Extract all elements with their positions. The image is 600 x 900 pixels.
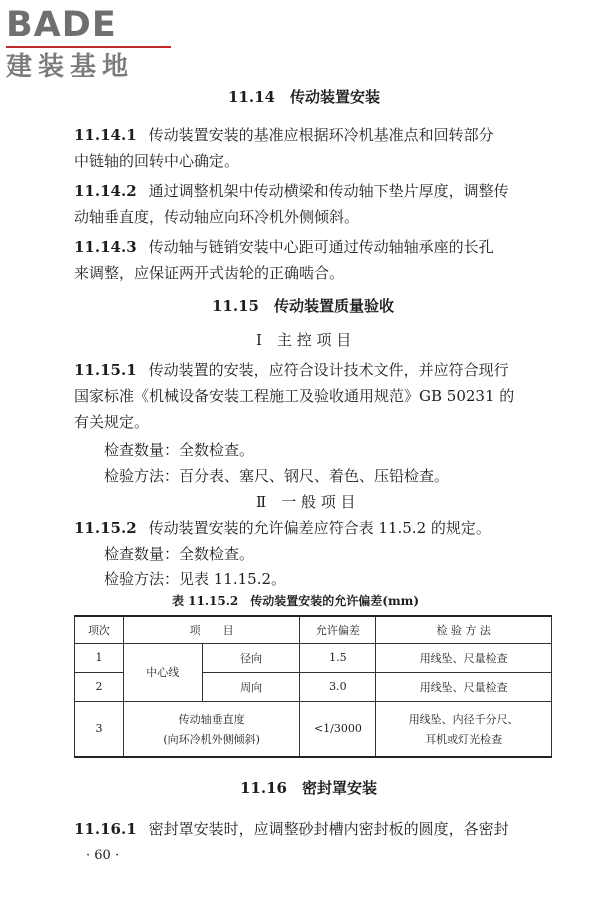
item-line: (向环冷机外侧倾斜)	[163, 732, 260, 746]
header-cell: 允许偏差	[300, 616, 376, 643]
deviation-cell: <1/3000	[300, 701, 376, 757]
method-line: 耳机或灯光检查	[425, 732, 503, 746]
clause-11-15-2	[74, 515, 491, 541]
inspection-quantity-2: 检查数量：全数检查。	[104, 545, 255, 563]
clause-text: 传动装置安装的允许偏差应符合表 11.5.2 的规定。	[148, 519, 491, 537]
logo-subtitle: 建装基地	[6, 52, 135, 82]
clause-number: 11.14.2	[74, 182, 137, 200]
logo-brand: BADE	[6, 5, 117, 45]
clause-11-15-1-cont2: 有关规定。	[74, 413, 150, 431]
page-number: · 60 ·	[86, 848, 120, 863]
method-cell	[376, 701, 552, 757]
clause-11-14-2	[74, 178, 509, 204]
item-cell: 径向	[202, 643, 300, 672]
row-number: 3	[75, 701, 124, 757]
row-number: 2	[75, 672, 124, 701]
header-cell: 项次	[75, 616, 124, 643]
clause-text: 传动轴与链销安装中心距可通过传动轴轴承座的长孔	[148, 238, 494, 256]
general-items-header: Ⅱ 一 般 项 目	[256, 493, 356, 511]
clause-text: 传动装置安装的基准应根据环冷机基准点和回转部分	[148, 126, 494, 144]
clause-number: 11.14.1	[74, 126, 137, 144]
clause-number: 11.15.1	[74, 361, 137, 379]
group-label: 中心线	[123, 643, 202, 701]
inspection-method: 检验方法：百分表、塞尺、钢尺、着色、压铅检查。	[104, 467, 450, 485]
deviation-cell: 1.5	[300, 643, 376, 672]
item-cell: 周向	[202, 672, 300, 701]
header-cell: 项 目	[123, 616, 300, 643]
section-title-11-14: 11.14 传动装置安装	[228, 88, 380, 106]
clause-11-14-1-cont: 中链轴的回转中心确定。	[74, 152, 240, 170]
clause-11-14-2-cont: 动轴垂直度，传动轴应向环冷机外侧倾斜。	[74, 208, 360, 226]
inspection-method-2: 检验方法：见表 11.15.2。	[104, 570, 287, 588]
inspection-quantity: 检查数量：全数检查。	[104, 441, 255, 459]
row-number: 1	[75, 643, 124, 672]
deviation-cell: 3.0	[300, 672, 376, 701]
clause-text: 通过调整机架中传动横梁和传动轴下垫片厚度，调整传	[148, 182, 509, 200]
item-cell	[123, 701, 300, 757]
table-caption: 表 11.15.2 传动装置安装的允许偏差(mm)	[172, 594, 420, 608]
method-line: 用线坠、内径千分尺、	[408, 712, 519, 726]
logo-divider	[6, 46, 171, 48]
method-cell: 用线坠、尺量检查	[376, 643, 552, 672]
item-line: 传动轴垂直度	[178, 712, 245, 726]
clause-number: 11.14.3	[74, 238, 137, 256]
clause-11-16-1	[74, 816, 509, 842]
section-title-11-16: 11.16 密封罩安装	[240, 779, 377, 797]
table-row	[75, 701, 552, 757]
clause-number: 11.16.1	[74, 820, 137, 838]
clause-number: 11.15.2	[74, 519, 137, 537]
logo	[6, 6, 181, 82]
clause-11-14-3	[74, 234, 494, 260]
clause-11-14-1	[74, 122, 494, 148]
header-cell: 检 验 方 法	[376, 616, 552, 643]
method-cell: 用线坠、尺量检查	[376, 672, 552, 701]
table-header-row	[75, 616, 552, 643]
main-items-header: Ⅰ 主 控 项 目	[256, 331, 352, 349]
clause-11-15-1	[74, 357, 509, 383]
clause-11-15-1-cont: 国家标准《机械设备安装工程施工及验收通用规范》GB 50231 的	[74, 387, 515, 405]
clause-text: 传动装置的安装，应符合设计技术文件，并应符合现行	[148, 361, 509, 379]
tolerance-table	[74, 615, 552, 758]
clause-11-14-3-cont: 来调整，应保证两开式齿轮的正确啮合。	[74, 264, 345, 282]
section-title-11-15: 11.15 传动装置质量验收	[212, 297, 394, 315]
clause-text: 密封罩安装时，应调整砂封槽内密封板的圆度，各密封	[148, 820, 509, 838]
table-row	[75, 643, 552, 672]
